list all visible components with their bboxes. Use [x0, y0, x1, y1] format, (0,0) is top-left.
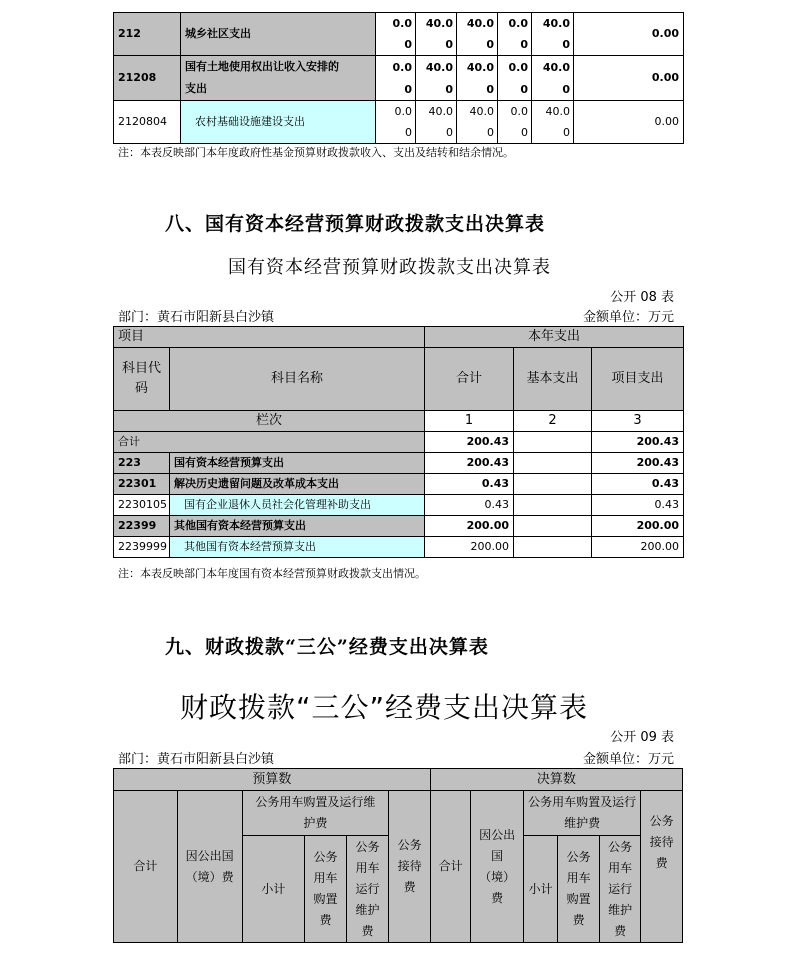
cell-value: 40.0 [416, 13, 457, 35]
subject-code: 22399 [114, 516, 170, 537]
cell-value: 0.43 [425, 495, 514, 516]
header-text: 费 [319, 913, 332, 927]
cell-value [514, 432, 592, 453]
table-title: 国有资本经营预算财政拨款支出决算表 [228, 257, 551, 278]
cell-value: 40.0 [457, 101, 498, 123]
header-text: 费 [491, 890, 504, 905]
section-heading: 九、财政拨款“三公”经费支出决算表 [165, 636, 489, 658]
table-row [114, 56, 684, 79]
department-label: 部门：黄石市阳新县白沙镇 [118, 310, 275, 325]
subject-name: 农村基础设施建设支出 [181, 101, 376, 144]
header-text: 国（境） [479, 848, 516, 884]
header-text: 公务用车购置及运行 [528, 795, 637, 809]
subject-code: 2239999 [114, 537, 170, 558]
cell-value: 40.0 [532, 56, 574, 79]
header-text: 公务 [313, 850, 338, 864]
cell-value: 40.0 [532, 13, 574, 35]
header-subject-code: 科目代码 [114, 348, 170, 411]
cell-value: 40.0 [457, 13, 498, 35]
column-number: 2 [514, 411, 592, 432]
column-number: 3 [592, 411, 684, 432]
cell-value: 0 [416, 34, 457, 56]
three-public-table [113, 768, 683, 943]
subject-name: 国有资本经营预算支出 [170, 453, 425, 474]
cell-value: 0 [457, 34, 498, 56]
cell-value: 0.43 [592, 495, 684, 516]
header-total: 合计 [425, 348, 514, 411]
table-title: 财政拨款“三公”经费支出决算表 [180, 691, 589, 724]
cell-value: 200.00 [592, 516, 684, 537]
header-abroad [471, 791, 524, 943]
header-car [523, 791, 640, 836]
cell-value: 0 [532, 34, 574, 56]
header-subject-name: 科目名称 [170, 348, 425, 411]
header-text: 公务用车购置及运行维 [255, 795, 376, 809]
subject-name: 国有土地使用权出让收入安排的 [181, 56, 376, 79]
header-text: 购置 [566, 892, 591, 906]
subject-name: 其他国有资本经营预算支出 [170, 537, 425, 558]
cell-value: 200.43 [592, 432, 684, 453]
header-text: 费 [614, 923, 627, 938]
subject-code: 2120804 [114, 101, 181, 144]
cell-value: 0 [457, 122, 498, 144]
header-column-index: 栏次 [114, 411, 425, 432]
cell-value: 200.00 [425, 537, 514, 558]
subject-code: 223 [114, 453, 170, 474]
header-car-purchase [558, 836, 600, 943]
table-row [114, 537, 684, 558]
cell-value: 0 [457, 78, 498, 101]
header-text: 用车 [313, 871, 338, 885]
cell-value: 0 [376, 34, 416, 56]
cell-value: 0.0 [498, 56, 532, 79]
header-reception [641, 791, 683, 943]
column-number: 1 [425, 411, 514, 432]
table-header-row [114, 411, 684, 432]
cell-value [514, 474, 592, 495]
header-text: 公务 [355, 839, 380, 854]
header-text: 因公出国 [185, 848, 234, 863]
unit-label: 金额单位：万元 [582, 310, 674, 325]
header-car-purchase [305, 836, 347, 943]
table-row [114, 13, 684, 35]
cell-value: 200.43 [592, 453, 684, 474]
table-header-row [114, 769, 683, 791]
cell-value: 0.0 [498, 101, 532, 123]
header-text: 因公出 [479, 827, 516, 842]
header-final: 决算数 [430, 769, 682, 791]
header-text: 公务 [649, 814, 674, 828]
cell-value: 40.0 [457, 56, 498, 79]
subject-name: 国有企业退休人员社会化管理补助支出 [170, 495, 425, 516]
cell-value: 0 [532, 122, 574, 144]
header-total: 合计 [430, 791, 470, 943]
table-row [114, 495, 684, 516]
table-code: 公开 09 表 [610, 730, 674, 745]
table-header-row [114, 348, 684, 411]
cell-value: 200.00 [592, 537, 684, 558]
subject-code: 22301 [114, 474, 170, 495]
cell-value [514, 537, 592, 558]
cell-value: 40.0 [416, 101, 457, 123]
table-row [114, 101, 684, 123]
header-abroad [177, 791, 242, 943]
table-code: 公开 08 表 [610, 290, 674, 305]
cell-value: 0.0 [376, 56, 416, 79]
header-year-expense: 本年支出 [425, 327, 684, 348]
header-text: 费 [572, 913, 585, 927]
header-car-operation [599, 836, 641, 943]
header-text: 用车 [355, 860, 380, 875]
header-text: 购置 [313, 892, 338, 906]
subject-name: 解决历史遗留问题及改革成本支出 [170, 474, 425, 495]
cell-value: 0.00 [574, 56, 684, 101]
cell-value [514, 495, 592, 516]
table-header-row [114, 327, 684, 348]
header-subtotal: 小计 [242, 836, 305, 943]
section-heading: 八、国有资本经营预算财政拨款支出决算表 [165, 213, 546, 235]
gov-fund-table [113, 12, 684, 144]
cell-value: 200.43 [425, 432, 514, 453]
cell-value: 0.00 [574, 101, 684, 144]
table-row [114, 432, 684, 453]
header-text: 公务 [397, 838, 422, 852]
cell-value: 0 [416, 122, 457, 144]
table-row [114, 453, 684, 474]
subject-code: 212 [114, 13, 181, 56]
header-text: 维护 [355, 902, 380, 917]
table-row [114, 516, 684, 537]
cell-value: 0 [498, 78, 532, 101]
header-reception [389, 791, 431, 943]
total-label: 合计 [114, 432, 425, 453]
subject-code: 2230105 [114, 495, 170, 516]
cell-value: 0.0 [376, 13, 416, 35]
header-project-expense: 项目支出 [592, 348, 684, 411]
header-subtotal: 小计 [523, 836, 557, 943]
cell-value: 0 [498, 34, 532, 56]
header-text: 接待 [397, 859, 422, 873]
state-capital-table [113, 326, 684, 558]
cell-value [514, 516, 592, 537]
cell-value: 0.43 [425, 474, 514, 495]
cell-value: 0.0 [498, 13, 532, 35]
header-text: 护费 [303, 816, 328, 830]
header-text: （境）费 [185, 869, 234, 884]
cell-value: 200.43 [425, 453, 514, 474]
table-note: 注：本表反映部门本年度国有资本经营预算财政拨款支出情况。 [118, 567, 426, 580]
header-car-operation [346, 836, 389, 943]
cell-value: 0 [498, 122, 532, 144]
subject-name: 城乡社区支出 [181, 13, 376, 56]
subject-name: 支出 [181, 78, 376, 101]
table-header-row [114, 791, 683, 836]
cell-value: 0 [376, 122, 416, 144]
subject-name: 其他国有资本经营预算支出 [170, 516, 425, 537]
header-text: 用车 [566, 871, 591, 885]
header-text: 用车 [608, 860, 633, 875]
cell-value: 0 [532, 78, 574, 101]
cell-value [514, 453, 592, 474]
header-basic: 基本支出 [514, 348, 592, 411]
subject-code: 21208 [114, 56, 181, 101]
table-row [114, 474, 684, 495]
header-text: 维护费 [564, 816, 601, 830]
header-text: 运行 [355, 881, 380, 896]
cell-value: 200.00 [425, 516, 514, 537]
header-text: 费 [403, 880, 416, 894]
table-note: 注：本表反映部门本年度政府性基金预算财政拨款收入、支出及结转和结余情况。 [118, 146, 514, 159]
header-text: 维护 [608, 902, 633, 917]
header-project: 项目 [114, 327, 425, 348]
unit-label: 金额单位：万元 [582, 752, 674, 767]
header-text: 费 [655, 856, 668, 870]
header-text: 费 [361, 923, 374, 938]
cell-value: 40.0 [532, 101, 574, 123]
department-label: 部门：黄石市阳新县白沙镇 [118, 752, 275, 767]
header-text: 公务 [566, 850, 591, 864]
cell-value: 0 [376, 78, 416, 101]
cell-value: 0 [416, 78, 457, 101]
cell-value: 40.0 [416, 56, 457, 79]
cell-value: 0.00 [574, 13, 684, 56]
cell-value: 0.0 [376, 101, 416, 123]
header-text: 公务 [608, 839, 633, 854]
header-total: 合计 [114, 791, 178, 943]
cell-value: 0.43 [592, 474, 684, 495]
header-budget: 预算数 [114, 769, 431, 791]
header-text: 运行 [608, 881, 633, 896]
header-text: 接待 [649, 835, 674, 849]
header-car [242, 791, 389, 836]
